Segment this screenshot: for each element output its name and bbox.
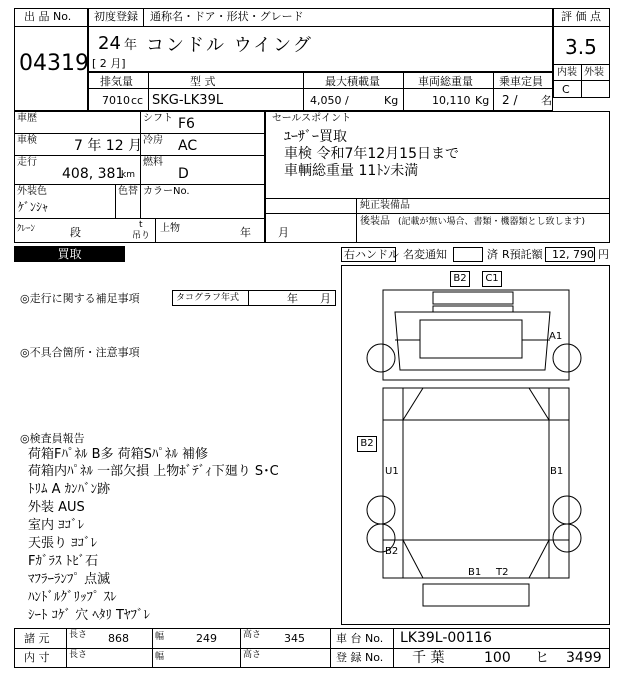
- car-name: コンドル ウイング: [146, 35, 313, 56]
- rating-label: 評 価 点: [561, 10, 601, 23]
- purchase-tag: [14, 246, 125, 262]
- name-change-box: [453, 247, 483, 262]
- width-label: 幅: [155, 632, 165, 642]
- driving-remarks-label: ◎走行に関する補足事項: [20, 292, 140, 305]
- name-change-check: 済: [487, 248, 498, 261]
- damage-mark-u1: U1: [385, 466, 399, 477]
- displacement-label: 排気量: [100, 75, 133, 88]
- reg-month: [ 2 月]: [92, 57, 126, 70]
- ac-label: 冷房: [143, 135, 163, 146]
- yen-unit: 円: [598, 248, 609, 261]
- aftermarket-note: (記載が無い場合、書類・機器類とし致します): [398, 217, 586, 227]
- sales-point-line-3: 車輌総重量 11ﾄﾝ未満: [284, 163, 419, 179]
- capacity-label: 乗車定員: [499, 75, 543, 88]
- damage-mark-t2-rear: T2: [496, 567, 509, 578]
- steering: 右ハンドル: [344, 248, 399, 261]
- inspector-line-4: 外装 AUS: [28, 500, 85, 515]
- aftermarket-label: 後装品: [360, 216, 390, 227]
- reg-year: 24: [98, 33, 121, 54]
- crane-label: ｸﾚｰﾝ: [17, 224, 36, 234]
- mileage-label: 走行: [17, 157, 37, 168]
- inspector-label: ◎検査員報告: [20, 432, 85, 445]
- mileage-unit: km: [121, 170, 135, 180]
- name-change-label: 名変通知: [403, 248, 447, 261]
- r-deposit-value: 12, 790: [552, 248, 594, 261]
- max-load-value: 4,050 /: [310, 94, 349, 107]
- upper-month: 月: [278, 226, 289, 239]
- first-reg-label: 初度登録: [94, 10, 138, 23]
- inner-length-label: 長さ: [69, 650, 88, 660]
- length-label: 長さ: [69, 630, 88, 640]
- reg-area: 千 葉: [412, 650, 445, 666]
- inspector-line-5: 室内 ﾖｺﾞﾚ: [28, 518, 85, 533]
- sales-point-label: セールスポイント: [272, 113, 352, 124]
- damage-mark-b2-bottom: B2: [385, 546, 399, 557]
- spec-label: 諸 元: [24, 632, 50, 645]
- color-change-label: 色替: [118, 186, 138, 197]
- width-value: 249: [196, 632, 217, 645]
- fuel-value: D: [178, 166, 189, 182]
- genuine-equipment-label: 純正装備品: [360, 200, 410, 211]
- damage-mark-a1: A1: [549, 331, 563, 342]
- crane-hook: 吊り: [132, 231, 151, 241]
- damage-mark-b1-right: B1: [550, 466, 564, 477]
- inspector-line-6: 天張り ﾖｺﾞﾚ: [28, 536, 98, 551]
- inner-width-label: 幅: [155, 652, 165, 662]
- fuel-label: 燃料: [143, 157, 163, 168]
- displacement-unit: cc: [131, 94, 144, 107]
- interior-label: 内装: [557, 67, 577, 78]
- sales-point-line-1: ﾕｰｻﾞｰ買取: [284, 129, 347, 145]
- gross-weight-value: 10,110: [432, 94, 471, 107]
- history-label: 車歴: [17, 113, 37, 124]
- inspection-label: 車検: [17, 135, 37, 146]
- color-value: ｹﾞﾝｼｬ: [18, 200, 49, 214]
- inner-label: 内 寸: [24, 651, 50, 664]
- capacity-value: 2 /: [502, 93, 518, 107]
- lot-number: 04319: [19, 51, 89, 76]
- inner-height-label: 高さ: [243, 650, 262, 660]
- rating-value: 3.5: [565, 35, 597, 59]
- lot-label: 出 品 No.: [24, 10, 72, 23]
- max-load-label: 最大積載量: [325, 75, 380, 88]
- crane-ton: t: [139, 220, 143, 230]
- inspector-line-7: Fｶﾞﾗｽ ﾄﾋﾞ石: [28, 554, 99, 569]
- model-name-label: 通称名・ドア・形状・グレード: [150, 10, 304, 23]
- reg-kana: ヒ: [535, 650, 549, 666]
- inspector-line-3: ﾄﾘﾑ A ｶﾝﾊﾞﾝ跡: [28, 482, 111, 497]
- upper-label: 上物: [160, 223, 180, 234]
- inspector-line-1: 荷箱Fﾊﾟﾈﾙ B多 荷箱Sﾊﾟﾈﾙ 補修: [28, 447, 209, 462]
- shift-label: シフト: [143, 113, 173, 124]
- color-code-label: カラーNo.: [143, 186, 190, 197]
- reg-number: 3499: [566, 650, 602, 666]
- color-label: 外装色: [17, 186, 47, 197]
- damage-mark-b1-rear: B1: [468, 567, 482, 578]
- sales-point-line-2: 車検 令和7年12月15日まで: [284, 146, 459, 162]
- defect-label: ◎不具合箇所・注意事項: [20, 346, 140, 359]
- shift-value: F6: [178, 116, 195, 132]
- tachograph-month: 月: [320, 292, 331, 305]
- mileage-value: 408, 381: [62, 166, 125, 182]
- chassis-value: LK39L-00116: [400, 630, 492, 646]
- inspector-line-9: ﾊﾝﾄﾞﾙｸﾞﾘｯﾌﾟ ｽﾚ: [28, 590, 117, 605]
- reg-label: 登 録 No.: [336, 651, 384, 664]
- upper-year: 年: [240, 226, 251, 239]
- damage-mark-b2-top: B2: [450, 271, 470, 287]
- tachograph-label: タコグラフ年式: [176, 293, 240, 303]
- displacement-value: 7010: [102, 94, 130, 107]
- ac-value: AC: [178, 138, 198, 154]
- type-label: 型 式: [190, 75, 216, 88]
- capacity-unit: 名: [541, 94, 552, 107]
- reg-class: 100: [484, 650, 511, 666]
- tachograph-year: 年: [287, 292, 298, 305]
- r-deposit-label: R預託額: [502, 248, 543, 261]
- gross-weight-label: 車両総重量: [418, 75, 473, 88]
- type-value: SKG-LK39L: [152, 93, 224, 108]
- reg-year-unit: 年: [124, 38, 138, 53]
- inspector-line-10: ｼｰﾄ ｺｹﾞ 穴 ﾍﾀﾘ Tﾔﾌﾞﾚ: [28, 608, 150, 623]
- length-value: 868: [108, 632, 129, 645]
- max-load-unit: Kg: [384, 94, 399, 107]
- inspector-line-8: ﾏﾌﾗｰﾗﾝﾌﾟ 点滅: [28, 572, 111, 587]
- chassis-label: 車 台 No.: [336, 632, 384, 645]
- exterior-label: 外装: [584, 67, 604, 78]
- inspector-line-2: 荷箱内ﾊﾟﾈﾙ 一部欠損 上物ﾎﾞﾃﾞｨ下廻り S･C: [28, 464, 279, 479]
- purchase-tag-text: 買取: [57, 247, 82, 261]
- height-value: 345: [284, 632, 305, 645]
- gross-weight-unit: Kg: [475, 94, 490, 107]
- crane-stage: 段: [70, 226, 81, 239]
- interior-grade: C: [562, 83, 570, 96]
- inspection-value: 7 年 12 月: [74, 138, 143, 154]
- damage-mark-b2-left: B2: [357, 436, 377, 452]
- height-label: 高さ: [243, 630, 262, 640]
- damage-mark-c1-top: C1: [482, 271, 502, 287]
